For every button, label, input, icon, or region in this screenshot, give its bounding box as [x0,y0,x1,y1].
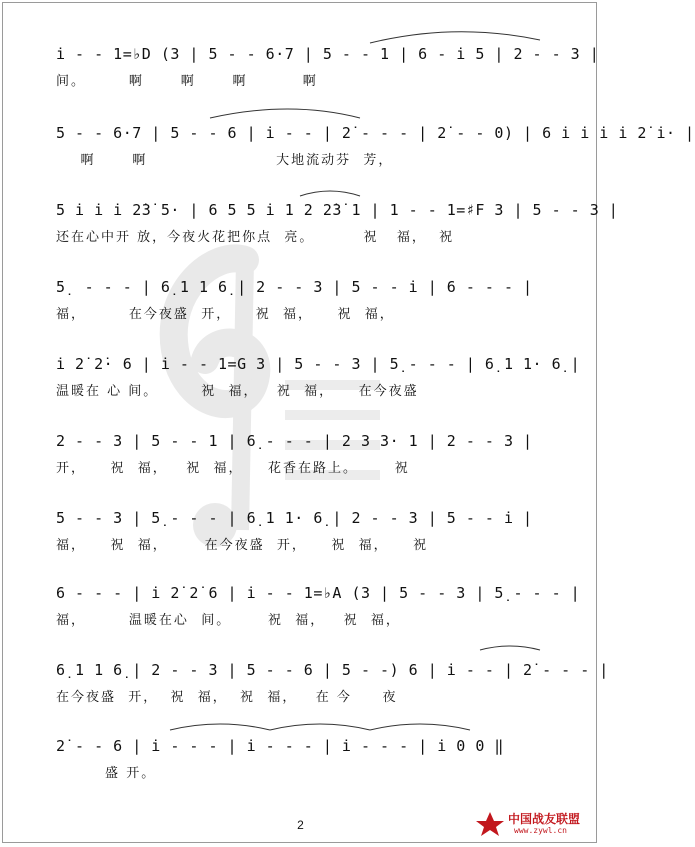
logo-url: www.zywl.cn [514,826,567,835]
notation-line-7: 5 - - 3 | 5̣ - - - | 6̣ 1 1· 6̣ | 2 - - 3 | 5 - - i̇ | [56,509,533,527]
notation-line-8: 6 - - - | i̇ 2̇ 2̇ 6 | i̇ - - 1=♭A (3 | 5 - - 3 | 5̣ - - - | [56,584,581,602]
notation-line-1: i̇ - - 1=♭D (3 | 5 - - 6·7 | 5 - - 1 | 6 - i̇ 5 | 2 - - 3 | [56,45,600,63]
lyrics-line-5: 温暖在 心 间。 祝 福， 祝 福， 在今夜盛 [56,384,419,399]
lyrics-line-1: 间。 啊 啊 啊 啊 [56,74,318,89]
lyrics-line-7: 福， 祝 福， 在今夜盛 开， 祝 福， 祝 [56,538,429,553]
lyrics-line-6: 开， 祝 福， 祝 福， 花香在路上。 祝 [56,461,410,476]
lyrics-line-10: 盛 开。 [56,766,157,781]
notation-line-2: 5 - - 6·7 | 5 - - 6 | i̇ - - | 2̇ - - - | 2̇ - - 0) | 6 i̇ i̇ i̇ i̇ 2̇ i̇· | [56,124,695,142]
lyrics-line-2: 啊 啊 大地流动芬 芳， [56,153,394,168]
notation-line-6: 2 - - 3 | 5 - - 1 | 6̣ - - - | 2 3 3· 1 | 2 - - 3 | [56,432,533,450]
logo-name: 中国战友联盟 [508,812,581,826]
notation-line-10: 2̇ - - 6 | i̇ - - - | i̇ - - - | i̇ - - - | i̇ 0 0 ‖ [56,737,504,755]
site-logo [474,810,594,840]
notation-line-4: 5̣ - - - | 6̣ 1 1 6̣ | 2 - - 3 | 5 - - i̇ | 6 - - - | [56,278,533,296]
lyrics-line-9: 在今夜盛 开， 祝 福， 祝 福， 在 今 夜 [56,690,398,705]
notation-line-5: i̇ 2̇ 2̇· 6 | i̇ - - 1=G 3 | 5 - - 3 | 5̣ - - - | 6̣ 1 1· 6̣ | [56,355,581,373]
lyrics-line-4: 福， 在今夜盛 开， 祝 福， 祝 福， [56,307,395,322]
lyrics-line-3: 还在心中开 放，今夜火花把你点 亮。 祝 福， 祝 [56,230,455,245]
star-logo-icon [474,810,506,838]
notation-line-9: 6̣ 1 1 6̣ | 2 - - 3 | 5 - - 6 | 5 - -) 6 | i̇ - - | 2̇ - - - | [56,661,609,679]
lyrics-line-8: 福， 温暖在心 间。 祝 福， 祝 福， [56,613,401,628]
notation-line-3: 5 i̇ i̇ i̇ 2̇3̇ 5· | 6 5 5 i̇ 1 2 2̇3̇ 1 | 1 - - 1=♯F 3 | 5 - - 3 | [56,201,619,219]
page-number: 2 [297,818,304,832]
